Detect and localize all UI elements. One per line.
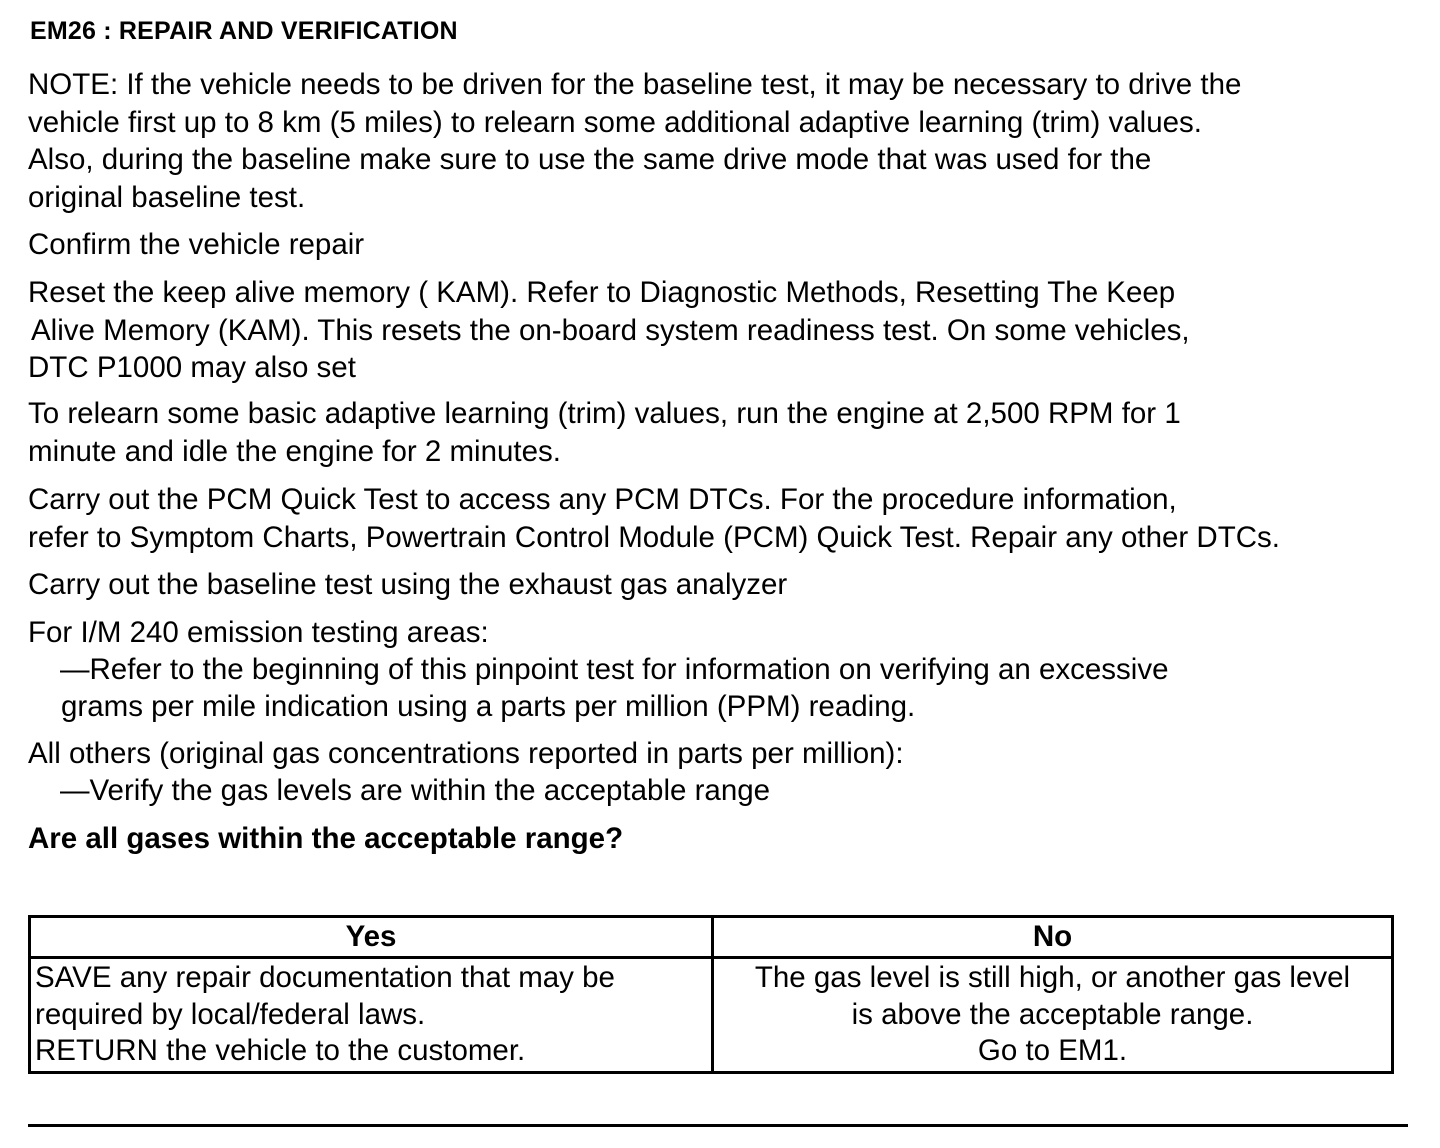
no-cell-line: The gas level is still high, or another gas level <box>754 961 1351 994</box>
result-table-row <box>30 958 1393 1073</box>
note-line: Also, during the baseline make sure to use the same drive mode that was used for the <box>28 143 1152 176</box>
yes-header: Yes <box>30 917 713 958</box>
baseline-step: Carry out the baseline test using the exhaust gas analyzer <box>28 568 788 601</box>
im240-step: For I/M 240 emission testing areas: <box>28 616 489 649</box>
im240-sub-line: grams per mile indication using a parts per million (PPM) reading. <box>61 689 916 723</box>
quick-test-line: Carry out the PCM Quick Test to access any PCM DTCs. For the procedure information, <box>28 483 1177 516</box>
relearn-line: minute and idle the engine for 2 minutes. <box>28 434 561 468</box>
yes-cell <box>30 958 713 1073</box>
no-cell-line: Go to EM1. <box>977 1034 1128 1067</box>
im240-sub-list <box>60 652 1169 725</box>
quick-test-step <box>28 481 1280 556</box>
note-line: vehicle first up to 8 km (5 miles) to relearn some additional adaptive learning (trim) values. <box>28 105 1202 139</box>
quick-test-line: refer to Symptom Charts, Powertrain Control Module (PCM) Quick Test. Repair any other DTCs. <box>28 520 1280 554</box>
reset-line: Reset the keep alive memory ( KAM). Refer to Diagnostic Methods, Resetting The Keep <box>28 276 1176 309</box>
no-cell <box>713 958 1393 1073</box>
note-line: original baseline test. <box>28 180 306 214</box>
no-cell-line: is above the acceptable range. <box>851 997 1254 1031</box>
reset-kam-step <box>28 274 1190 387</box>
section-heading: EM26 : REPAIR AND VERIFICATION <box>30 17 458 45</box>
relearn-line: To relearn some basic adaptive learning (trim) values, run the engine at 2,500 RPM for 1 <box>28 397 1181 430</box>
question: Are all gases within the acceptable range? <box>28 822 624 855</box>
result-table-header-row <box>30 917 1393 958</box>
reset-line: Alive Memory (KAM). This resets the on-board system readiness test. On some vehicles, <box>31 313 1190 347</box>
yes-cell-line: SAVE any repair documentation that may be <box>35 961 615 994</box>
im240-sub-line: —Refer to the beginning of this pinpoint test for information on verifying an excessive <box>60 653 1169 686</box>
note-line: NOTE: If the vehicle needs to be driven for the baseline test, it may be necessary to drive the <box>28 68 1242 101</box>
yes-cell-line: RETURN the vehicle to the customer. <box>35 1034 526 1067</box>
confirm-step: Confirm the vehicle repair <box>28 228 365 261</box>
others-step: All others (original gas concentrations reported in parts per million): <box>28 737 904 770</box>
no-header: No <box>713 917 1393 958</box>
note-paragraph <box>28 66 1241 216</box>
relearn-step <box>28 395 1181 470</box>
yes-cell-line: required by local/federal laws. <box>35 997 426 1031</box>
reset-line: DTC P1000 may also set <box>28 351 356 384</box>
bottom-divider <box>28 1124 1408 1127</box>
result-table <box>28 915 1394 1074</box>
others-sub-line: —Verify the gas levels are within the acceptable range <box>60 774 771 807</box>
